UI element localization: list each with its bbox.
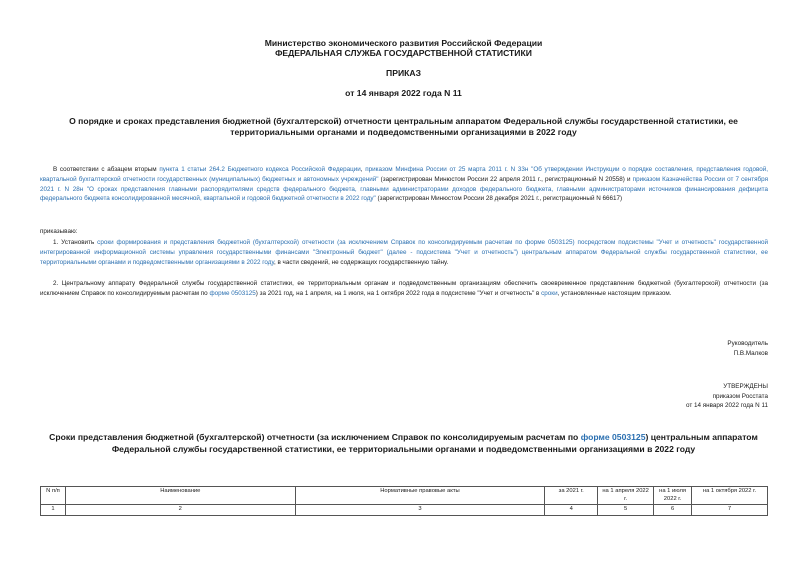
table-header-cell: на 1 июля 2022 г.	[654, 487, 692, 505]
table-cell: 2	[65, 505, 295, 516]
appendix-title-line1: Сроки представления бюджетной (бухгалтерской) отчетности (за исключением Справок по консолидируемым расчетам по форме 0503125) центральным аппаратом	[49, 432, 758, 442]
table-header-row	[41, 487, 768, 505]
doc-type: ПРИКАЗ	[386, 68, 421, 78]
appendix-title-line2: Федеральной службы государственной статистики, ее территориальными органами и подведомственными организациями в 2022 году	[111, 444, 696, 454]
signature-role: Руководитель	[727, 340, 768, 347]
approval-line2: приказом Росстата	[712, 392, 768, 400]
service-name: ФЕДЕРАЛЬНАЯ СЛУЖБА ГОСУДАРСТВЕННОЙ СТАТИСТИКИ	[275, 48, 532, 58]
link-budget-code[interactable]: пункта 1 статьи 264.2 Бюджетного кодекса Российской Федерации	[159, 166, 361, 173]
table-cell: 1	[41, 505, 66, 516]
item-1-paragraph: 1. Установить сроки формирования и представления бюджетной (бухгалтерской) отчетности (за исключением Справок по консолидируемым расчетам по форме 0503125) посредством подсистемы "Учет и отчетность" государственной интегрированной информационной системы управления государственными финансами "Электронный бюджет" (далее - подсистема "Учет и отчетность") центральным аппаратом Федеральной службы государственной статистики, ее территориальными органами и подведомственными организациями в 2022 году, в части сведений, не содержащих государственную тайну.	[40, 239, 768, 266]
link-appendix-form[interactable]: форме 0503125	[580, 432, 646, 442]
deadlines-table	[40, 486, 768, 516]
table-header-cell: на 1 октября 2022 г.	[692, 487, 768, 505]
approval-line3: от 14 января 2022 года N 11	[685, 402, 768, 410]
table-cell: 6	[654, 505, 692, 516]
table-cell: 4	[545, 505, 598, 516]
item-2-paragraph: 2. Центральному аппарату Федеральной службы государственной статистики, ее территориальным органам и подведомственным организациям обеспечить своевременное представление бюджетной (бухгалтерской) отчетности (за исключением Справок по консолидируемым расчетам по форме 0503125) за 2021 год, на 1 апреля, на 1 июля, на 1 октября 2022 года в подсистеме "Учет и отчетность" в сроки, установленные настоящим приказом.	[40, 280, 768, 297]
doc-title-line1: О порядке и сроках представления бюджетной (бухгалтерской) отчетности центральным аппаратом Федеральной службы государственной статистики, ее	[69, 116, 738, 126]
link-terms[interactable]: сроки	[541, 289, 558, 297]
doc-date-number: от 14 января 2022 года N 11	[345, 88, 462, 98]
table-header-cell: Нормативные правовые акты	[295, 487, 545, 505]
order-word: приказываю:	[40, 228, 78, 235]
table-header-cell: на 1 апреля 2022 г.	[598, 487, 654, 505]
link-treasury-order[interactable]: приказом Казначейства России от 7 сентября 2021 г. N 28н "О сроках представления главными распорядителями средств федерального бюджета, главными администраторами доходов федерального бюджета, главными администраторами источников финансирования дефицита федерального бюджета консолидированной месячной, квартальной и годовой бюджетной отчетности в 2022 году"	[40, 175, 769, 203]
link-form-0503125[interactable]: форме 0503125	[209, 289, 256, 297]
approval-block	[686, 382, 768, 411]
table-cell: 7	[692, 505, 768, 516]
signature-block	[727, 339, 768, 358]
doc-title-line2: территориальными органами и подведомственными организациями в 2022 году	[230, 127, 577, 137]
link-minfin-order[interactable]: приказом Минфина России от 25 марта 2011 г. N 33н "Об утверждении Инструкции о порядке составления, представления годовой, квартальной бухгалтерской отчетности государственных (муниципальных) бюджетных и автономных учреждений"	[40, 166, 768, 183]
approval-line1: УТВЕРЖДЕНЫ	[723, 383, 768, 390]
link-deadlines[interactable]: сроки формирования и представления бюджетной (бухгалтерской) отчетности (за исключением Справок по консолидируемым расчетам по форме 0503125) посредством подсистемы "Учет и отчетность" государственной интегрированной информационной системы управления государственными финансами "Электронный бюджет" (далее - подсистема "Учет и отчетность") центральным аппаратом Федеральной службы государственной статистики, ее территориальными органами и подведомственными организациями в 2022 году	[40, 239, 768, 266]
preamble-paragraph: В соответствии с абзацем вторым пункта 1 статьи 264.2 Бюджетного кодекса Российской Федерации, приказом Минфина России от 25 марта 2011 г. N 33н "Об утверждении Инструкции о порядке составления, представления годовой, квартальной бухгалтерской отчетности государственных (муниципальных) бюджетных и автономных учреждений" (зарегистрирован Минюстом России 22 апреля 2011 г., регистрационный N 20558) и приказом Казначейства России от 7 сентября 2021 г. N 28н "О сроках представления главными распорядителями средств федерального бюджета, главными администраторами доходов федерального бюджета, главными администраторами источников финансирования дефицита федерального бюджета консолидированной месячной, квартальной и годовой бюджетной отчетности в 2022 году" (зарегистрирован Минюстом России 28 декабря 2021 г., регистрационный N 66617)	[40, 166, 769, 203]
table-cell: 3	[295, 505, 545, 516]
table-header-cell: Наименование	[65, 487, 295, 505]
signature-name: П.В.Малков	[733, 349, 768, 357]
table-header-cell: за 2021 г.	[545, 487, 598, 505]
ministry-name: Министерство экономического развития Российской Федерации	[264, 38, 543, 48]
table-header-cell: N п/п	[41, 487, 66, 505]
table-number-row	[41, 505, 768, 516]
table-cell: 5	[598, 505, 654, 516]
